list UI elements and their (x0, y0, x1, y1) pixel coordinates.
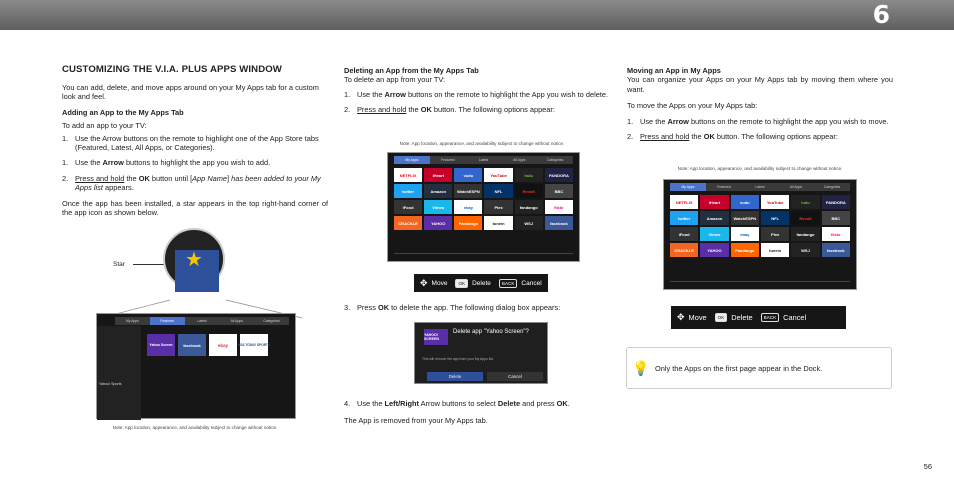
subheading-add: Adding an App to the My Apps Tab (62, 107, 184, 117)
app-tile: flickr (822, 227, 850, 241)
intro-paragraph: You can add, delete, and move apps around on your My Apps tab for a custom look and feel. (62, 83, 319, 102)
tv-tab: Featured (440, 158, 455, 162)
delete-option[interactable]: Delete (731, 313, 753, 322)
move-icon: ✥ (677, 312, 685, 322)
tv-tab: All Apps (789, 185, 803, 189)
dialog-cancel-button[interactable]: Cancel (487, 372, 543, 381)
app-tile: BBC (822, 211, 850, 225)
cancel-option[interactable]: Cancel (521, 279, 542, 287)
app-tile: WSJ (791, 243, 819, 257)
tv-tab: Featured (717, 185, 731, 189)
zoom-circle (163, 228, 225, 290)
move-lead: To move the Apps on your My Apps tab: (627, 101, 758, 111)
column-delete-app (344, 66, 610, 121)
add-step-1: 1. Use the Arrow buttons on the remote to highlight one of the App Store tabs (Featured, Latest, All Apps, or Categories). (62, 133, 319, 153)
star-icon: ★ (185, 249, 203, 271)
tv-tabs (670, 183, 850, 191)
tv-tab: My Apps (125, 319, 139, 323)
dialog-delete-button[interactable]: Delete (427, 372, 483, 381)
tv-tabs (394, 156, 573, 164)
app-tile: USA TODAY SPORTS (240, 334, 268, 356)
app-tile: WatchESPN (731, 211, 759, 225)
app-tile: iHeart (700, 195, 728, 209)
chapter-number: 6 (872, 0, 890, 29)
delete-step-1: 1. Use the Arrow buttons on the remote to highlight the App you wish to delete. (344, 89, 609, 99)
section-title: CUSTOMIZING THE V.I.A. PLUS APPS WINDOW (62, 64, 282, 75)
subheading-move: Moving an App in My Apps (627, 66, 721, 75)
app-tile: YouTube (484, 168, 512, 182)
app-tile: iFood (670, 227, 698, 241)
tv-tab: My Apps (670, 183, 706, 191)
tv-tab: All Apps (513, 158, 526, 162)
note-2: Note: App location, appearance, and availability subject to change without notice. (399, 141, 565, 146)
app-tile: NETFLIX (670, 195, 698, 209)
app-tile: fandango (515, 200, 543, 214)
app-tile: Plex (484, 200, 512, 214)
add-step-3: 2. Press and hold the OK button until [App Name] has been added to your My Apps list appears. (62, 173, 321, 193)
app-tile: ebay (731, 227, 759, 241)
app-tile: Fandango (454, 216, 482, 230)
app-tile: iFood (394, 200, 422, 214)
column-move-app (627, 66, 893, 147)
app-tile: Amazon (700, 211, 728, 225)
app-tile: twitter (394, 184, 422, 198)
app-tile: fandango (791, 227, 819, 241)
yahoo-screen-icon: YAHOO! SCREEN (424, 329, 448, 345)
app-tile: CRACKLE (394, 216, 422, 230)
note-1: Note: App location, appearance, and availability subject to change without notice. (112, 425, 278, 430)
app-tile: PANDORA (822, 195, 850, 209)
note-3: Note: App location, appearance, and availability subject to change without notice. (677, 166, 843, 171)
back-key-icon: BACK (499, 279, 518, 288)
page-number: 56 (923, 462, 932, 471)
dialog-message: This will remove the app from your My Apps list. (422, 357, 494, 361)
options-bar-delete (414, 274, 548, 292)
app-tile: YAHOO (424, 216, 452, 230)
tv-sidebar (97, 326, 141, 420)
app-tile: flickr (545, 200, 573, 214)
app-tile: vudu (731, 195, 759, 209)
app-tile: Vimeo (424, 200, 452, 214)
delete-dialog (414, 322, 548, 384)
move-icon: ✥ (420, 277, 428, 288)
app-tile: YAHOO (700, 243, 728, 257)
app-tile: NETFLIX (394, 168, 422, 182)
app-tile: Revolt (791, 211, 819, 225)
header-bar (0, 0, 954, 30)
app-tile: twitter (670, 211, 698, 225)
star-paragraph: Once the app has been installed, a star appears in the top right-hand corner of the app icon as shown below. (62, 198, 328, 218)
app-tile: iHeart (424, 168, 452, 182)
subheading-delete: Deleting an App from the My Apps Tab (344, 66, 479, 75)
app-tile: Yahoo Screen (147, 334, 175, 356)
tv-tab: Featured (150, 317, 185, 325)
my-apps-screenshot-move (663, 179, 857, 290)
tv-featured-caption: Yahoo! Sports (99, 382, 122, 386)
app-tile: tunein (484, 216, 512, 230)
tip-text: Only the Apps on the first page appear in the Dock. (655, 363, 823, 373)
tv-footer (394, 253, 573, 258)
my-apps-screenshot-delete (387, 152, 580, 262)
tv-tabs (115, 317, 289, 325)
move-intro: You can organize your Apps on your My Apps tab by moving them where you want. (627, 75, 893, 94)
move-step-1: 1. Use the Arrow buttons on the remote to highlight the app you wish to move. (627, 116, 889, 126)
app-tile: CRACKLE (670, 243, 698, 257)
tv-footer (670, 281, 850, 286)
tv-tab: Latest (197, 319, 207, 323)
app-tile: Vimeo (700, 227, 728, 241)
lightbulb-icon: 💡 (632, 359, 650, 376)
delete-step-3: 3. Press OK to delete the app. The following dialog box appears: (344, 303, 561, 312)
app-tile: WSJ (515, 216, 543, 230)
tip-box (626, 347, 892, 389)
tv-tab: Categories (263, 319, 280, 323)
delete-lead: To delete an app from your TV: (344, 75, 446, 85)
app-tile: NFL (484, 184, 512, 198)
dialog-question: Delete app "Yahoo Screen"? (453, 329, 529, 335)
tv-tab: All Apps (230, 319, 243, 323)
app-tile: PANDORA (545, 168, 573, 182)
app-grid (670, 195, 850, 257)
move-option[interactable]: Move (431, 279, 448, 287)
app-tile: NFL (761, 211, 789, 225)
tv-tab: Latest (478, 158, 489, 162)
app-tile: Plex (761, 227, 789, 241)
tv-tab: Categories (823, 185, 841, 189)
tv-tab: Categories (546, 158, 564, 162)
app-tile: BBC (545, 184, 573, 198)
app-tile: Revolt (515, 184, 543, 198)
options-bar-move (671, 306, 846, 329)
app-tile: hulu (791, 195, 819, 209)
app-grid (394, 168, 573, 230)
app-tile: tunein (761, 243, 789, 257)
app-tile: ebay (454, 200, 482, 214)
ok-key-icon: OK (715, 313, 728, 322)
app-tile: YouTube (761, 195, 789, 209)
app-tile: Amazon (424, 184, 452, 198)
delete-step-4: 4. Use the Left/Right Arrow buttons to select Delete and press OK. (344, 399, 570, 408)
add-lead: To add an app to your TV: (62, 121, 147, 131)
tv-tab: My Apps (394, 156, 430, 164)
add-step-2: 1. Use the Arrow buttons to highlight the app you wish to add. (62, 158, 271, 168)
app-tile: facebook (822, 243, 850, 257)
app-tile: facebook (545, 216, 573, 230)
move-step-2: 2. Press and hold the OK button. The following options appear: (627, 132, 838, 142)
move-option[interactable]: Move (688, 313, 707, 322)
app-tile: facebook (178, 334, 206, 356)
tv-tab: Latest (755, 185, 765, 189)
featured-screenshot (96, 313, 296, 419)
app-tile: vudu (454, 168, 482, 182)
app-tile: WatchESPN (454, 184, 482, 198)
app-tile: hulu (515, 168, 543, 182)
tv-featured-row (147, 334, 271, 356)
back-key-icon: BACK (761, 313, 780, 322)
delete-closing: The App is removed from your My Apps tab. (344, 416, 488, 425)
delete-step-2: 2. Press and hold the OK button. The following options appear: (344, 105, 555, 115)
cancel-option[interactable]: Cancel (783, 313, 807, 322)
app-tile: Fandango (731, 243, 759, 257)
app-tile: ebay (209, 334, 237, 356)
delete-option[interactable]: Delete (472, 279, 491, 287)
ok-key-icon: OK (455, 279, 468, 288)
column-add-app (62, 64, 328, 223)
star-label: Star (113, 261, 125, 268)
